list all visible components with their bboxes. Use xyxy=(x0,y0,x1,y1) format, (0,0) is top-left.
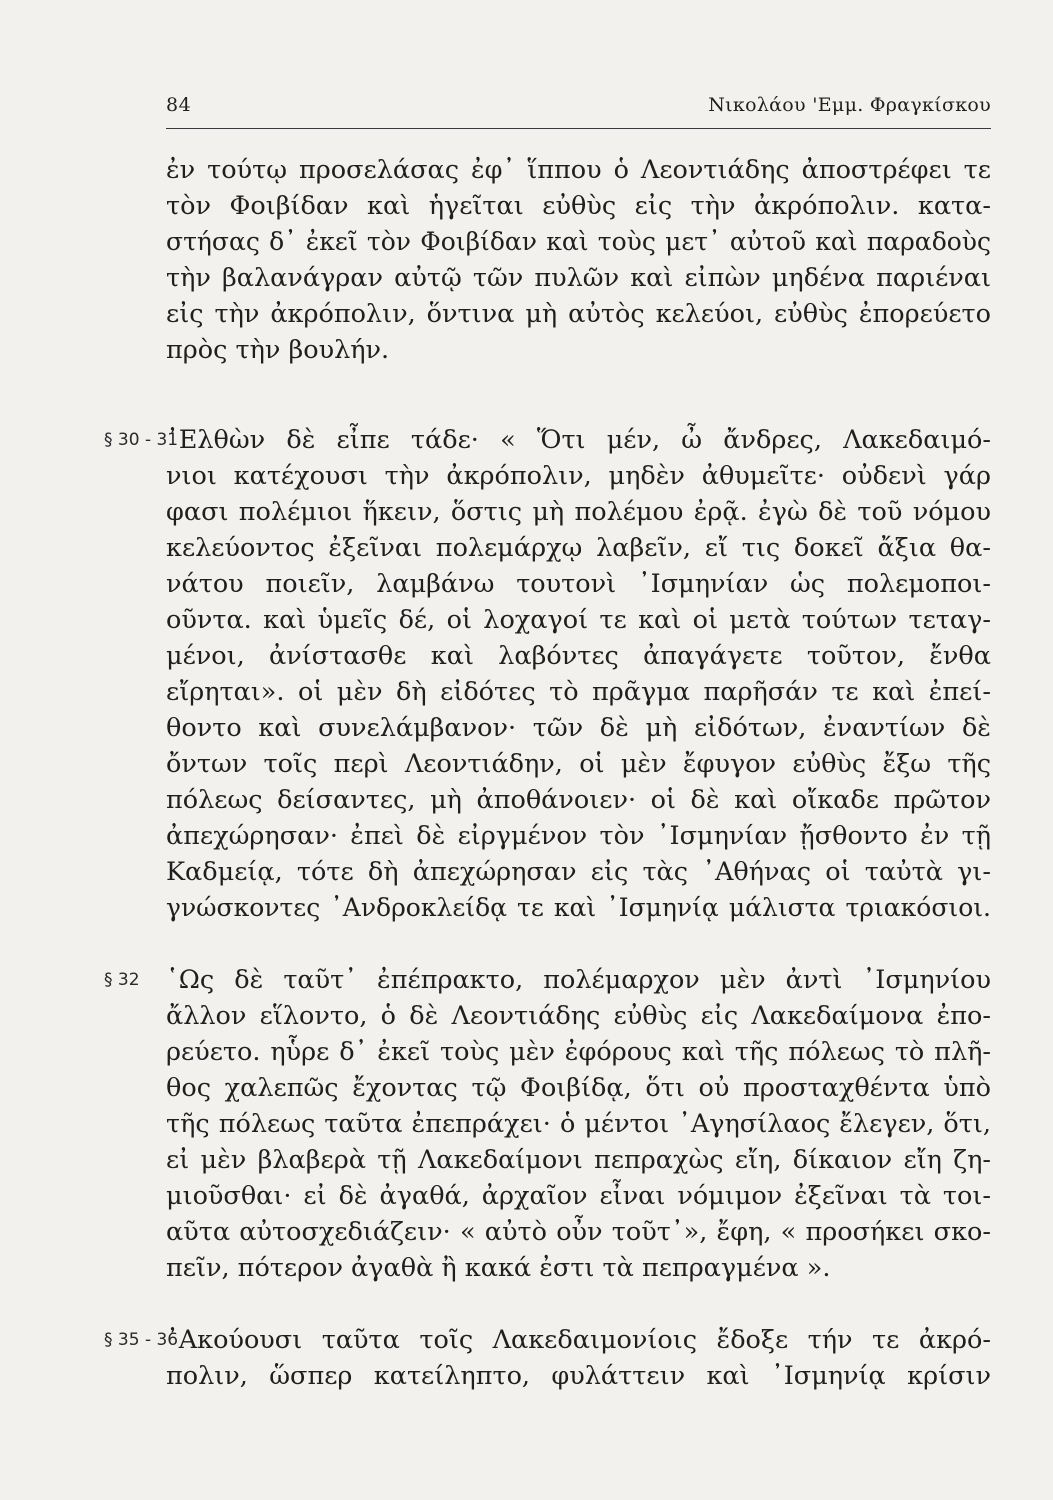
margin-ref-32: § 32 xyxy=(104,970,140,990)
text-line: εἰ μὲν βλαβερὰ τῇ Λακεδαίμονι πεπραχὼς εἴη, δίκαιον εἴη ζη- xyxy=(166,1145,991,1175)
margin-ref-35-36: § 35 - 36 xyxy=(104,1330,179,1350)
text-line: κελεύοντος ἐξεῖναι πολεμάρχῳ λαβεῖν, εἴ τις δοκεῖ ἄξια θα- xyxy=(166,533,991,563)
text-line: μένοι, ἀνίστασθε καὶ λαβόντες ἀπαγάγετε τοῦτον, ἔνθα xyxy=(166,641,991,671)
text-line: πόλεως δείσαντες, μὴ ἀποθάνοιεν· οἱ δὲ καὶ οἴκαδε πρῶτον xyxy=(166,785,991,815)
text-line: Καδμείᾳ, τότε δὴ ἀπεχώρησαν εἰς τὰς ᾿Αθήνας οἱ ταὐτὰ γι- xyxy=(166,857,991,887)
text-line: εἰς τὴν ἀκρόπολιν, ὅντινα μὴ αὐτὸς κελεύοι, εὐθὺς ἐπορεύετο xyxy=(166,299,991,329)
text-line: πρὸς τὴν βουλήν. xyxy=(166,335,390,365)
text-line: πεῖν, πότερον ἀγαθὰ ἢ κακά ἐστι τὰ πεπραγμένα ». xyxy=(166,1253,831,1283)
text-line: τὴν βαλανάγραν αὐτῷ τῶν πυλῶν καὶ εἰπὼν μηδένα παριέναι xyxy=(166,263,991,293)
text-line: στήσας δ᾽ ἐκεῖ τὸν Φοιβίδαν καὶ τοὺς μετ᾽ αὐτοῦ καὶ παραδοὺς xyxy=(166,227,991,256)
text-line: ἀπεχώρησαν· ἐπεὶ δὲ εἰργμένον τὸν ᾿Ισμηνίαν ᾔσθοντο ἐν τῇ xyxy=(166,821,991,851)
text-line: νιοι κατέχουσι τὴν ἀκρόπολιν, μηδὲν ἀθυμεῖτε· οὐδενὶ γάρ xyxy=(166,461,991,491)
text-line: οῦντα. καὶ ὑμεῖς δέ, οἱ λοχαγοί τε καὶ οἱ μετὰ τούτων τεταγ- xyxy=(166,605,991,635)
text-line: θοντο καὶ συνελάμβανον· τῶν δὲ μὴ εἰδότων, ἐναντίων δὲ xyxy=(166,713,991,743)
text-line: θος χαλεπῶς ἔχοντας τῷ Φοιβίδᾳ, ὅτι οὐ προσταχθέντα ὑπὸ xyxy=(166,1073,991,1103)
text-line: ὄντων τοῖς περὶ Λεοντιάδην, οἱ μὲν ἔφυγον εὐθὺς ἔξω τῆς xyxy=(166,749,991,779)
text-line: τὸν Φοιβίδαν καὶ ἡγεῖται εὐθὺς εἰς τὴν ἀκρόπολιν. κατα- xyxy=(166,191,991,221)
margin-ref-30-31: § 30 - 31 xyxy=(104,430,179,450)
text-line: νάτου ποιεῖν, λαμβάνω τουτονὶ ᾿Ισμηνίαν ὡς πολεμοποι- xyxy=(166,569,991,599)
text-line: ἐν τούτῳ προσελάσας ἐφ᾽ ἵππου ὁ Λεοντιάδης ἀποστρέφει τε xyxy=(166,155,991,185)
page-header xyxy=(166,88,991,129)
text-line: μιοῦσθαι· εἰ δὲ ἀγαθά, ἀρχαῖον εἶναι νόμιμον ἐξεῖναι τὰ τοι- xyxy=(166,1181,991,1211)
text-line: ᾿Ακούουσι ταῦτα τοῖς Λακεδαιμονίοις ἔδοξε τήν τε ἀκρό- xyxy=(166,1325,991,1355)
text-line: εἴρηται». οἱ μὲν δὴ εἰδότες τὸ πρᾶγμα παρῆσάν τε καὶ ἐπεί- xyxy=(166,677,991,707)
text-line: ἄλλον εἵλοντο, ὁ δὲ Λεοντιάδης εὐθὺς εἰς Λακεδαίμονα ἐπο- xyxy=(166,1001,991,1031)
text-line: γνώσκοντες ᾿Ανδροκλείδᾳ τε καὶ ᾿Ισμηνίᾳ μάλιστα τριακόσιοι. xyxy=(166,893,991,922)
text-line: τῆς πόλεως ταῦτα ἐπεπράχει· ὁ μέντοι ᾿Αγησίλαος ἔλεγεν, ὅτι, xyxy=(166,1109,991,1139)
text-line: ρεύετο. ηὗρε δ᾽ ἐκεῖ τοὺς μὲν ἐφόρους καὶ τῆς πόλεως τὸ πλῆ- xyxy=(166,1037,991,1067)
text-line: ῾Ως δὲ ταῦτ᾽ ἐπέπρακτο, πολέμαρχον μὲν ἀντὶ ᾿Ισμηνίου xyxy=(166,965,991,995)
text-line: ᾿Ελθὼν δὲ εἶπε τάδε· « Ὅτι μέν, ὦ ἄνδρες, Λακεδαιμό- xyxy=(166,425,991,455)
text-line: αῦτα αὐτοσχεδιάζειν· « αὐτὸ οὖν τοῦτ᾽», ἔφη, « προσήκει σκο- xyxy=(166,1217,991,1247)
text-line: πολιν, ὥσπερ κατείληπτο, φυλάττειν καὶ ᾿Ισμηνίᾳ κρίσιν xyxy=(166,1361,991,1391)
text-line: φασι πολέμιοι ἥκειν, ὅστις μὴ πολέμου ἐρᾷ. ἐγὼ δὲ τοῦ νόμου xyxy=(166,497,991,527)
running-head: Νικολάου 'Εμμ. Φραγκίσκου xyxy=(708,94,991,116)
page-number: 84 xyxy=(166,94,192,116)
